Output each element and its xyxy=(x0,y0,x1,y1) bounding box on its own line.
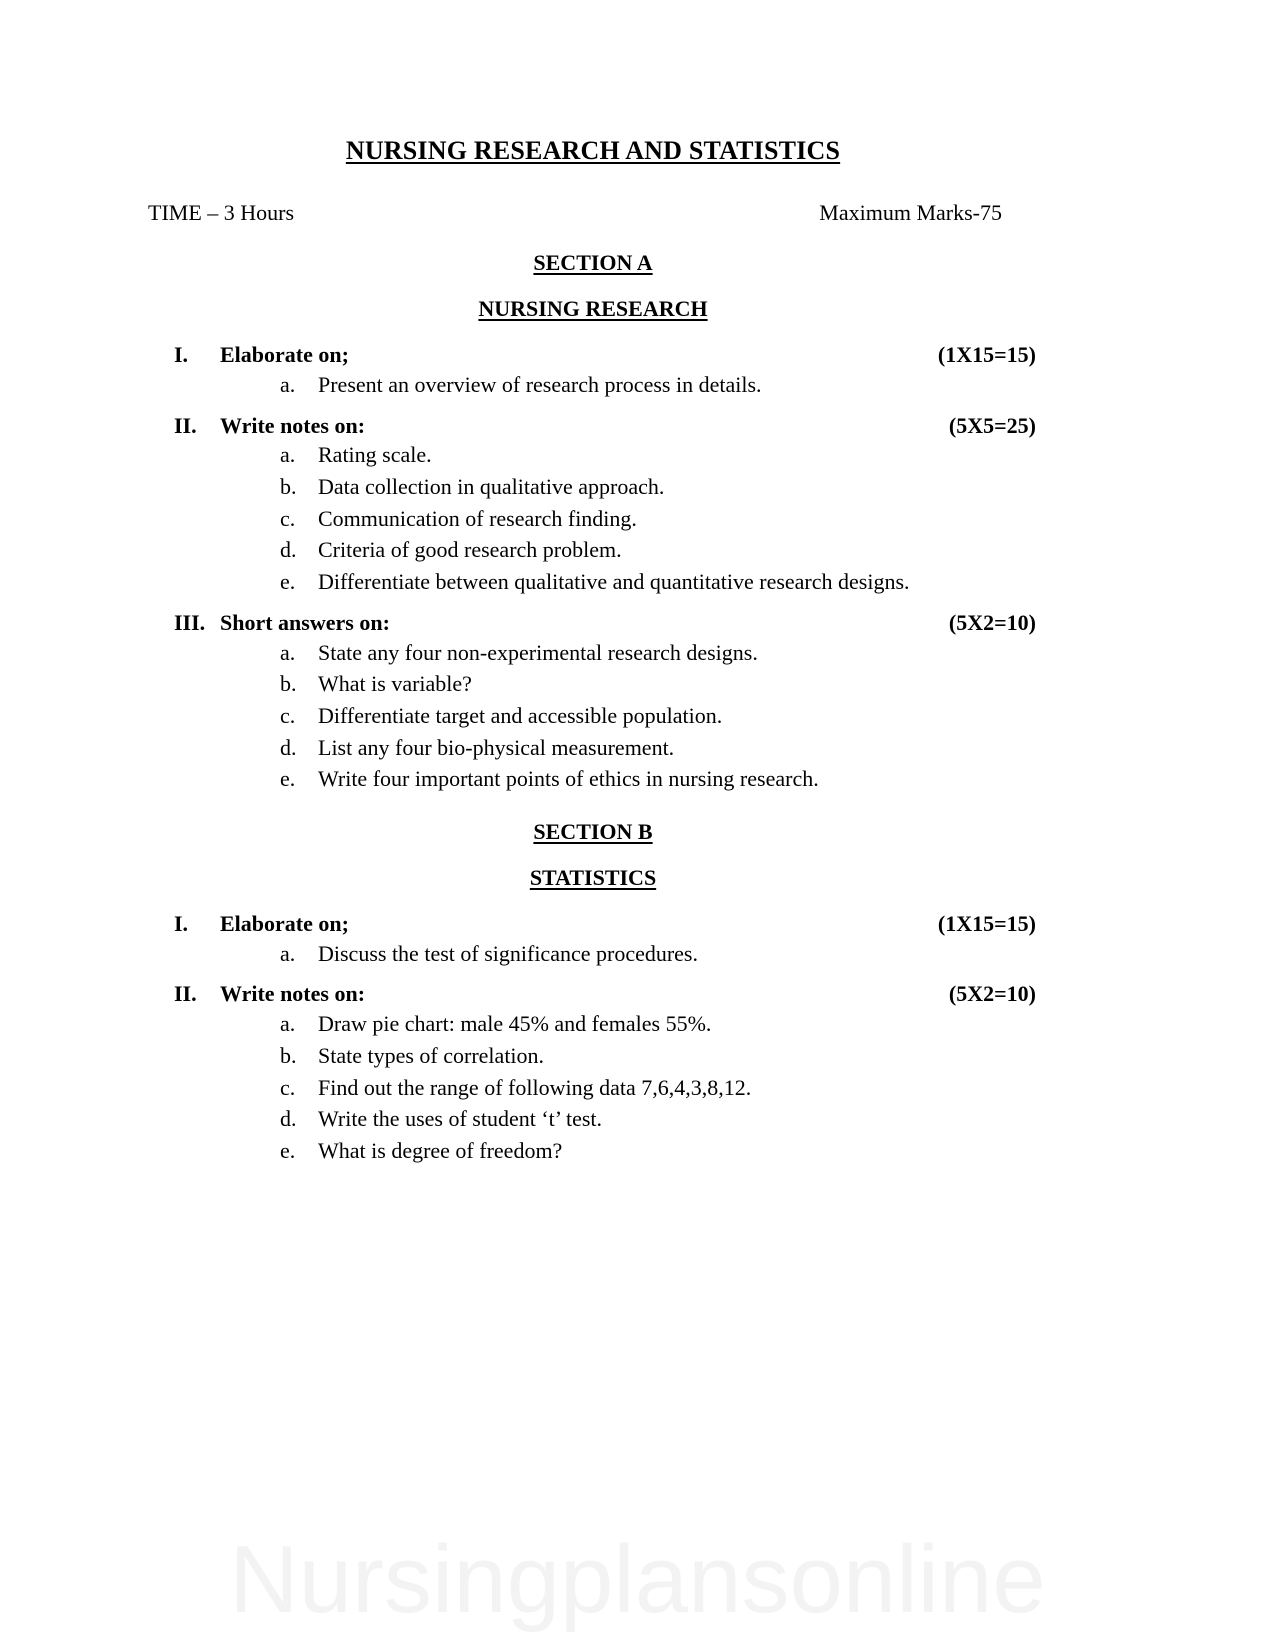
subitem-letter: e. xyxy=(280,1137,296,1163)
list-item xyxy=(148,439,1038,471)
question-subitem-list xyxy=(148,439,1038,597)
question-header xyxy=(148,981,1038,1008)
subitem-text: State types of correlation. xyxy=(318,1042,545,1068)
question-block xyxy=(148,413,1038,598)
list-item xyxy=(148,732,1038,764)
subitem-text: List any four bio-physical measurement. xyxy=(318,734,675,760)
subitem-letter: b. xyxy=(280,474,297,499)
question-subitem-list xyxy=(148,637,1038,795)
section-subject-heading xyxy=(148,864,1038,890)
section-subject-heading xyxy=(148,298,1038,320)
subitem-text: Rating scale. xyxy=(318,442,432,468)
subitem-letter: d. xyxy=(280,1106,297,1132)
question-prompt: Write notes on: xyxy=(220,981,366,1007)
document-body xyxy=(148,0,1038,1167)
section-heading xyxy=(148,818,1038,844)
subitem-letter: a. xyxy=(280,442,296,468)
section-heading xyxy=(148,252,1038,274)
exam-duration: TIME – 3 Hours xyxy=(148,200,295,225)
list-item xyxy=(148,566,1038,598)
subitem-text: Communication of research finding. xyxy=(318,505,637,531)
list-item xyxy=(148,938,1038,970)
list-item xyxy=(148,1040,1038,1072)
question-subitem-list xyxy=(148,938,1038,970)
question-header xyxy=(148,610,1038,637)
subitem-letter: e. xyxy=(280,569,296,595)
question-marks: (1X15=15) xyxy=(937,342,1036,367)
subitem-letter: a. xyxy=(280,940,296,966)
question-subitem-list xyxy=(148,1008,1038,1166)
subitem-text: Write the uses of student ‘t’ test. xyxy=(318,1106,603,1132)
subitem-letter: e. xyxy=(280,766,296,792)
subitem-text: Discuss the test of significance procedures. xyxy=(318,940,698,966)
question-marks: (5X2=10) xyxy=(948,981,1036,1007)
question-marks: (5X5=25) xyxy=(948,412,1036,438)
list-item xyxy=(148,534,1038,566)
list-item xyxy=(148,700,1038,732)
sections-container xyxy=(148,252,1038,1167)
exam-section xyxy=(148,818,1038,1167)
subitem-letter: d. xyxy=(280,734,297,760)
question-header xyxy=(148,911,1038,938)
question-marks: (5X2=10) xyxy=(948,609,1036,635)
subitem-text: Present an overview of research process in details. xyxy=(318,371,762,397)
list-item xyxy=(148,471,1038,503)
exam-meta-row xyxy=(148,200,1038,226)
list-item xyxy=(148,369,1038,401)
subitem-letter: b. xyxy=(280,1042,297,1068)
subitem-text: State any four non-experimental research designs. xyxy=(318,639,758,665)
question-numeral: II. xyxy=(174,412,197,438)
subitem-text: Differentiate target and accessible population. xyxy=(318,702,723,728)
question-marks: (1X15=15) xyxy=(937,910,1036,936)
subitem-text: Data collection in qualitative approach. xyxy=(318,474,665,499)
list-item xyxy=(148,503,1038,535)
subitem-letter: c. xyxy=(280,505,296,531)
page-title-text: NURSING RESEARCH AND STATISTICS xyxy=(345,136,841,165)
subitem-text: Differentiate between qualitative and quantitative research designs. xyxy=(318,569,910,595)
question-subitem-list xyxy=(148,369,1038,401)
list-item xyxy=(148,1103,1038,1135)
section-heading-text: SECTION B xyxy=(533,818,653,844)
subitem-letter: c. xyxy=(280,1074,296,1100)
exam-section xyxy=(148,252,1038,795)
subitem-letter: a. xyxy=(280,1011,296,1037)
section-subject-text: STATISTICS xyxy=(529,864,657,890)
question-block xyxy=(148,342,1038,401)
question-prompt: Short answers on: xyxy=(220,609,390,635)
list-item xyxy=(148,763,1038,795)
question-prompt: Elaborate on; xyxy=(220,910,349,936)
section-subject-text: NURSING RESEARCH xyxy=(478,296,708,321)
question-numeral: II. xyxy=(174,981,197,1007)
question-prompt: Elaborate on; xyxy=(220,342,349,367)
list-item xyxy=(148,637,1038,669)
subitem-text: Criteria of good research problem. xyxy=(318,537,622,563)
question-block xyxy=(148,981,1038,1166)
question-header xyxy=(148,342,1038,369)
subitem-letter: b. xyxy=(280,671,297,697)
subitem-letter: c. xyxy=(280,702,296,728)
list-item xyxy=(148,668,1038,700)
list-item xyxy=(148,1072,1038,1104)
list-item xyxy=(148,1008,1038,1040)
list-item xyxy=(148,1135,1038,1167)
subitem-text: Find out the range of following data 7,6,4,3,8,12. xyxy=(318,1074,752,1100)
question-numeral: I. xyxy=(174,910,189,936)
subitem-text: Draw pie chart: male 45% and females 55%. xyxy=(318,1011,712,1037)
subitem-text: Write four important points of ethics in nursing research. xyxy=(318,766,819,792)
section-heading-text: SECTION A xyxy=(533,250,653,275)
question-block xyxy=(148,610,1038,795)
subitem-letter: d. xyxy=(280,537,297,563)
watermark: Nursingplansonline xyxy=(229,1526,1046,1633)
page-title xyxy=(148,0,1038,164)
subitem-text: What is degree of freedom? xyxy=(318,1137,563,1163)
question-block xyxy=(148,911,1038,970)
subitem-letter: a. xyxy=(280,371,296,397)
subitem-letter: a. xyxy=(280,639,296,665)
question-numeral: I. xyxy=(174,342,189,367)
subitem-text: What is variable? xyxy=(318,671,472,697)
exam-maximum-marks: Maximum Marks-75 xyxy=(819,200,1002,225)
question-header xyxy=(148,413,1038,440)
question-numeral: III. xyxy=(174,609,206,635)
question-prompt: Write notes on: xyxy=(220,412,366,438)
